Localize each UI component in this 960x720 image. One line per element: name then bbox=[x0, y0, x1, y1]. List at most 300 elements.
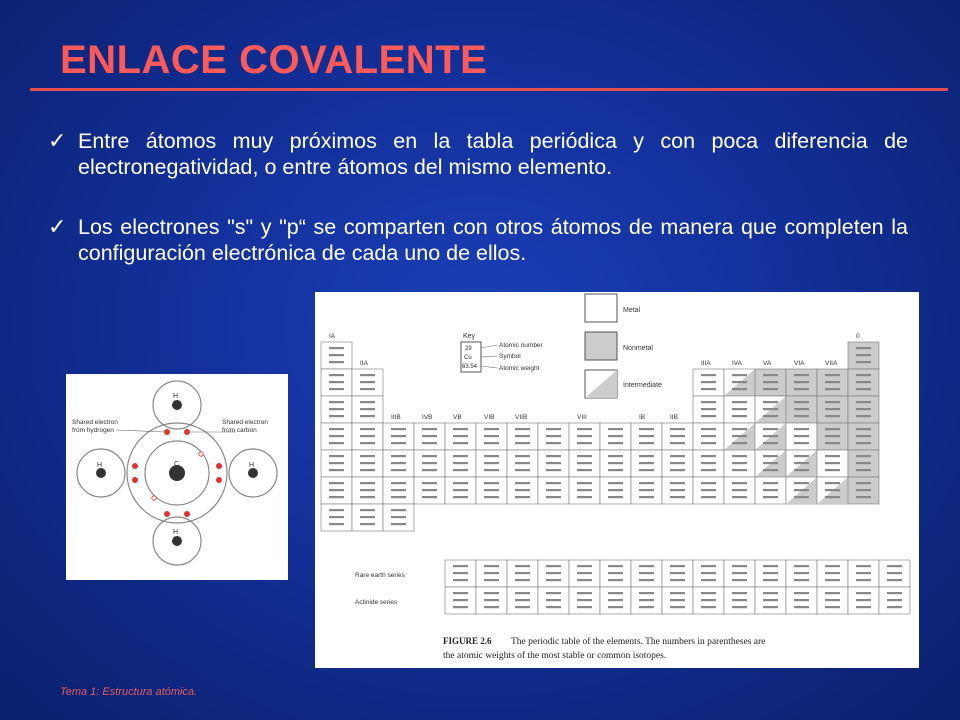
periodic-cell-text bbox=[608, 435, 623, 437]
periodic-cell-text bbox=[391, 442, 406, 444]
series-cell-text bbox=[887, 579, 902, 581]
svg-text:from hydrogen: from hydrogen bbox=[72, 427, 114, 434]
periodic-cell-text bbox=[825, 489, 840, 491]
series-cell-text bbox=[484, 599, 499, 601]
series-cell-text bbox=[546, 565, 561, 567]
series-cell-text bbox=[453, 606, 468, 608]
periodic-cell-text bbox=[794, 442, 809, 444]
periodic-cell-text bbox=[329, 347, 344, 349]
series-cell-text bbox=[763, 565, 778, 567]
periodic-cell-text bbox=[856, 462, 871, 464]
periodic-cell-text bbox=[546, 442, 561, 444]
series-cell-text bbox=[577, 565, 592, 567]
periodic-cell-text bbox=[701, 435, 716, 437]
periodic-cell-text bbox=[825, 408, 840, 410]
series-cell-text bbox=[515, 599, 530, 601]
periodic-cell-text bbox=[825, 435, 840, 437]
periodic-cell-text bbox=[577, 489, 592, 491]
periodic-cell-text bbox=[484, 496, 499, 498]
periodic-cell-text bbox=[763, 381, 778, 383]
series-cell-text bbox=[856, 592, 871, 594]
periodic-cell-text bbox=[577, 428, 592, 430]
periodic-cell-text bbox=[639, 469, 654, 471]
group-label: IIIB bbox=[391, 414, 401, 421]
periodic-cell-text bbox=[856, 489, 871, 491]
periodic-cell-text bbox=[360, 401, 375, 403]
periodic-cell-text bbox=[422, 496, 437, 498]
actinide-series-label: Actinide series bbox=[355, 599, 398, 606]
group-label: VIIA bbox=[825, 360, 838, 367]
periodic-cell-text bbox=[546, 482, 561, 484]
periodic-cell-text bbox=[639, 462, 654, 464]
periodic-cell-text bbox=[577, 462, 592, 464]
periodic-cell-text bbox=[329, 361, 344, 363]
series-cell-text bbox=[577, 572, 592, 574]
series-cell-text bbox=[701, 606, 716, 608]
svg-text:Shared electron: Shared electron bbox=[222, 419, 268, 426]
rare-earth-series-label: Rare earth series bbox=[355, 572, 405, 579]
series-cell-text bbox=[825, 599, 840, 601]
series-cell-text bbox=[825, 565, 840, 567]
periodic-cell-text bbox=[608, 462, 623, 464]
series-cell-text bbox=[670, 592, 685, 594]
periodic-cell-text bbox=[825, 428, 840, 430]
periodic-cell-text bbox=[515, 496, 530, 498]
series-cell-text bbox=[732, 572, 747, 574]
periodic-cell-text bbox=[732, 496, 747, 498]
svg-text:Cu: Cu bbox=[464, 355, 472, 361]
group-label: IIA bbox=[360, 360, 368, 367]
periodic-cell-text bbox=[484, 455, 499, 457]
periodic-cell-text bbox=[763, 408, 778, 410]
periodic-cell-text bbox=[422, 482, 437, 484]
periodic-cell-text bbox=[391, 516, 406, 518]
periodic-cell-text bbox=[825, 442, 840, 444]
series-cell-text bbox=[763, 592, 778, 594]
periodic-cell-text bbox=[453, 455, 468, 457]
periodic-cell-text bbox=[391, 428, 406, 430]
series-cell-text bbox=[887, 606, 902, 608]
periodic-cell-text bbox=[453, 442, 468, 444]
series-cell-text bbox=[763, 606, 778, 608]
periodic-cell-text bbox=[329, 496, 344, 498]
series-cell-text bbox=[856, 572, 871, 574]
group-label: IIIA bbox=[701, 360, 711, 367]
series-cell-text bbox=[701, 599, 716, 601]
periodic-cell-text bbox=[329, 408, 344, 410]
periodic-cell-text bbox=[763, 482, 778, 484]
svg-text:Atomic number: Atomic number bbox=[499, 342, 543, 349]
periodic-cell-text bbox=[391, 496, 406, 498]
series-cell-text bbox=[732, 592, 747, 594]
periodic-cell-text bbox=[794, 489, 809, 491]
periodic-cell-text bbox=[639, 496, 654, 498]
series-cell-text bbox=[701, 572, 716, 574]
periodic-cell-text bbox=[732, 462, 747, 464]
group-label: VA bbox=[763, 360, 772, 367]
series-cell-text bbox=[608, 565, 623, 567]
periodic-cell-text bbox=[763, 388, 778, 390]
periodic-cell-text bbox=[453, 435, 468, 437]
group-label: IVB bbox=[422, 414, 433, 421]
periodic-cell-text bbox=[360, 462, 375, 464]
periodic-cell-text bbox=[856, 442, 871, 444]
series-cell-text bbox=[639, 565, 654, 567]
periodic-cell-text bbox=[670, 435, 685, 437]
periodic-cell-text bbox=[732, 442, 747, 444]
periodic-cell-text bbox=[546, 489, 561, 491]
series-cell-text bbox=[794, 599, 809, 601]
periodic-cell-text bbox=[639, 455, 654, 457]
periodic-cell-text bbox=[329, 381, 344, 383]
periodic-cell-text bbox=[856, 354, 871, 356]
periodic-cell-text bbox=[391, 469, 406, 471]
series-cell-text bbox=[484, 592, 499, 594]
periodic-cell-text bbox=[608, 455, 623, 457]
periodic-cell-text bbox=[639, 489, 654, 491]
periodic-cell-text bbox=[763, 462, 778, 464]
periodic-cell-text bbox=[701, 408, 716, 410]
series-cell-text bbox=[608, 606, 623, 608]
periodic-cell-text bbox=[825, 469, 840, 471]
periodic-cell-text bbox=[701, 469, 716, 471]
periodic-cell-text bbox=[732, 388, 747, 390]
series-cell-text bbox=[453, 579, 468, 581]
periodic-cell-text bbox=[453, 482, 468, 484]
series-cell-text bbox=[701, 565, 716, 567]
series-cell-text bbox=[639, 606, 654, 608]
periodic-cell-text bbox=[794, 388, 809, 390]
periodic-cell-text bbox=[701, 442, 716, 444]
periodic-cell-text bbox=[732, 401, 747, 403]
periodic-table-figure bbox=[315, 292, 919, 668]
periodic-cell-text bbox=[329, 415, 344, 417]
periodic-cell-text bbox=[546, 462, 561, 464]
periodic-cell-text bbox=[329, 489, 344, 491]
series-cell-text bbox=[639, 599, 654, 601]
periodic-cell-text bbox=[391, 482, 406, 484]
series-cell-text bbox=[732, 579, 747, 581]
periodic-cell-text bbox=[701, 489, 716, 491]
series-cell-text bbox=[701, 579, 716, 581]
periodic-cell-text bbox=[825, 496, 840, 498]
periodic-cell-text bbox=[701, 496, 716, 498]
periodic-cell-text bbox=[515, 455, 530, 457]
series-cell-text bbox=[856, 565, 871, 567]
periodic-cell-text bbox=[639, 428, 654, 430]
periodic-cell-text bbox=[794, 462, 809, 464]
periodic-cell-text bbox=[794, 482, 809, 484]
periodic-cell-text bbox=[360, 455, 375, 457]
periodic-cell-text bbox=[360, 489, 375, 491]
periodic-cell-text bbox=[484, 462, 499, 464]
periodic-cell-text bbox=[763, 469, 778, 471]
bullet-text: Los electrones "s" y "p“ se comparten con otros átomos de manera que completen la configuración electrónica de cada uno de ellos. bbox=[78, 215, 908, 265]
series-cell-text bbox=[763, 599, 778, 601]
series-cell-text bbox=[577, 579, 592, 581]
periodic-cell-text bbox=[856, 435, 871, 437]
series-cell-text bbox=[670, 572, 685, 574]
periodic-cell-text bbox=[856, 347, 871, 349]
periodic-cell-text bbox=[794, 381, 809, 383]
periodic-cell-text bbox=[360, 496, 375, 498]
periodic-cell-text bbox=[329, 428, 344, 430]
periodic-cell-text bbox=[360, 408, 375, 410]
periodic-cell-text bbox=[732, 482, 747, 484]
periodic-cell-text bbox=[360, 374, 375, 376]
periodic-cell-text bbox=[329, 354, 344, 356]
group-label: VIB bbox=[484, 414, 495, 421]
periodic-cell-text bbox=[515, 442, 530, 444]
series-cell-text bbox=[484, 579, 499, 581]
periodic-cell-text bbox=[763, 435, 778, 437]
periodic-cell-text bbox=[453, 462, 468, 464]
periodic-cell-text bbox=[732, 469, 747, 471]
periodic-cell-text bbox=[484, 442, 499, 444]
periodic-cell-text bbox=[732, 374, 747, 376]
series-cell-text bbox=[608, 592, 623, 594]
periodic-cell-text bbox=[422, 428, 437, 430]
periodic-cell-text bbox=[422, 462, 437, 464]
periodic-cell-text bbox=[453, 489, 468, 491]
periodic-cell-text bbox=[577, 496, 592, 498]
periodic-cell-text bbox=[577, 435, 592, 437]
series-cell-text bbox=[794, 606, 809, 608]
series-cell-text bbox=[887, 572, 902, 574]
svg-text:63.54: 63.54 bbox=[462, 364, 478, 370]
periodic-cell-text bbox=[732, 435, 747, 437]
series-cell-text bbox=[794, 579, 809, 581]
svg-text:H: H bbox=[249, 462, 255, 469]
bullet-text: Entre átomos muy próximos en la tabla periódica y con poca diferencia de electronegatividad, o entre átomos del mismo elemento. bbox=[78, 129, 908, 179]
periodic-cell-text bbox=[794, 435, 809, 437]
periodic-cell-text bbox=[763, 415, 778, 417]
periodic-cell-text bbox=[670, 482, 685, 484]
series-cell-text bbox=[887, 599, 902, 601]
periodic-cell-text bbox=[856, 381, 871, 383]
periodic-cell-text bbox=[360, 509, 375, 511]
periodic-cell-text bbox=[856, 428, 871, 430]
periodic-cell-text bbox=[484, 469, 499, 471]
series-cell-text bbox=[453, 565, 468, 567]
periodic-cell-text bbox=[856, 482, 871, 484]
group-label: IB bbox=[639, 414, 646, 421]
periodic-cell-text bbox=[732, 415, 747, 417]
series-cell-text bbox=[515, 606, 530, 608]
series-cell-text bbox=[484, 565, 499, 567]
series-cell-text bbox=[453, 572, 468, 574]
series-cell-text bbox=[856, 606, 871, 608]
svg-text:H: H bbox=[173, 529, 179, 536]
group-label: VIIB bbox=[515, 414, 528, 421]
periodic-cell-text bbox=[608, 428, 623, 430]
periodic-cell-text bbox=[546, 435, 561, 437]
series-cell-text bbox=[794, 572, 809, 574]
periodic-cell-text bbox=[794, 455, 809, 457]
series-cell-text bbox=[825, 572, 840, 574]
periodic-cell-text bbox=[639, 442, 654, 444]
series-cell-text bbox=[639, 592, 654, 594]
series-cell-text bbox=[453, 592, 468, 594]
periodic-cell-text bbox=[732, 428, 747, 430]
periodic-cell-text bbox=[422, 455, 437, 457]
series-cell-text bbox=[546, 572, 561, 574]
series-cell-text bbox=[732, 606, 747, 608]
periodic-cell-text bbox=[577, 442, 592, 444]
periodic-cell-text bbox=[577, 482, 592, 484]
svg-text:29: 29 bbox=[465, 346, 472, 352]
periodic-cell-text bbox=[701, 401, 716, 403]
series-cell-text bbox=[608, 579, 623, 581]
series-cell-text bbox=[453, 599, 468, 601]
series-cell-text bbox=[577, 592, 592, 594]
periodic-cell-text bbox=[856, 401, 871, 403]
svg-text:the atomic weights of the most: the atomic weights of the most stable or common isotopes. bbox=[443, 651, 667, 661]
periodic-cell-text bbox=[360, 415, 375, 417]
series-cell-text bbox=[515, 565, 530, 567]
periodic-cell-text bbox=[763, 401, 778, 403]
periodic-cell-text bbox=[577, 455, 592, 457]
periodic-cell-text bbox=[608, 496, 623, 498]
group-label: IIB bbox=[670, 414, 678, 421]
periodic-cell-text bbox=[825, 462, 840, 464]
periodic-cell-text bbox=[329, 435, 344, 437]
series-cell-text bbox=[794, 565, 809, 567]
periodic-cell-text bbox=[391, 509, 406, 511]
periodic-cell-text bbox=[825, 401, 840, 403]
periodic-cell-text bbox=[763, 442, 778, 444]
periodic-cell-text bbox=[484, 489, 499, 491]
series-cell-text bbox=[515, 572, 530, 574]
series-cell-text bbox=[515, 592, 530, 594]
periodic-cell-text bbox=[856, 408, 871, 410]
periodic-cell-text bbox=[360, 381, 375, 383]
periodic-cell-text bbox=[701, 388, 716, 390]
periodic-cell-text bbox=[825, 455, 840, 457]
periodic-cell-text bbox=[360, 442, 375, 444]
svg-text:H: H bbox=[97, 462, 103, 469]
title-underline bbox=[30, 88, 948, 91]
periodic-cell-text bbox=[732, 381, 747, 383]
series-cell-text bbox=[670, 565, 685, 567]
legend-intermediate: Intermediate bbox=[623, 382, 662, 389]
periodic-cell-text bbox=[391, 462, 406, 464]
periodic-cell-text bbox=[794, 374, 809, 376]
periodic-cell-text bbox=[794, 415, 809, 417]
periodic-cell-text bbox=[515, 469, 530, 471]
series-cell-text bbox=[825, 592, 840, 594]
periodic-cell-text bbox=[360, 435, 375, 437]
series-cell-text bbox=[763, 572, 778, 574]
series-cell-text bbox=[546, 592, 561, 594]
periodic-cell-text bbox=[670, 462, 685, 464]
periodic-cell-text bbox=[670, 442, 685, 444]
periodic-cell-text bbox=[329, 442, 344, 444]
periodic-cell-text bbox=[732, 455, 747, 457]
svg-text:Atomic weight: Atomic weight bbox=[499, 365, 540, 372]
periodic-cell-text bbox=[546, 469, 561, 471]
periodic-cell-text bbox=[856, 469, 871, 471]
periodic-cell-text bbox=[329, 523, 344, 525]
periodic-cell-text bbox=[763, 496, 778, 498]
series-cell-text bbox=[546, 599, 561, 601]
periodic-cell-text bbox=[763, 428, 778, 430]
group-label: VIII bbox=[577, 414, 587, 421]
periodic-cell-text bbox=[825, 415, 840, 417]
periodic-cell-text bbox=[763, 489, 778, 491]
group-label: VB bbox=[453, 414, 462, 421]
periodic-cell-text bbox=[391, 435, 406, 437]
periodic-cell-text bbox=[670, 496, 685, 498]
periodic-cell-text bbox=[329, 469, 344, 471]
series-cell-text bbox=[608, 572, 623, 574]
periodic-cell-text bbox=[670, 455, 685, 457]
svg-text:Symbol: Symbol bbox=[499, 353, 521, 360]
series-cell-text bbox=[484, 606, 499, 608]
periodic-cell-text bbox=[701, 428, 716, 430]
periodic-cell-text bbox=[515, 482, 530, 484]
periodic-cell-text bbox=[422, 469, 437, 471]
series-cell-text bbox=[732, 599, 747, 601]
group-label: IA bbox=[329, 333, 336, 340]
periodic-cell-text bbox=[763, 455, 778, 457]
periodic-cell-text bbox=[453, 469, 468, 471]
series-cell-text bbox=[608, 599, 623, 601]
series-cell-text bbox=[484, 572, 499, 574]
periodic-cell-text bbox=[360, 523, 375, 525]
periodic-cell-text bbox=[329, 401, 344, 403]
svg-text:C: C bbox=[174, 461, 180, 468]
series-cell-text bbox=[670, 579, 685, 581]
periodic-cell-text bbox=[670, 469, 685, 471]
periodic-cell-text bbox=[825, 374, 840, 376]
legend-metal: Metal bbox=[623, 307, 641, 314]
periodic-cell-text bbox=[391, 523, 406, 525]
series-cell-text bbox=[670, 606, 685, 608]
series-cell-text bbox=[763, 579, 778, 581]
periodic-cell-text bbox=[360, 388, 375, 390]
periodic-cell-text bbox=[608, 442, 623, 444]
periodic-cell-text bbox=[670, 428, 685, 430]
periodic-cell-text bbox=[577, 469, 592, 471]
periodic-cell-text bbox=[701, 482, 716, 484]
periodic-cell-text bbox=[794, 469, 809, 471]
svg-text:H: H bbox=[173, 393, 179, 400]
periodic-cell-text bbox=[453, 496, 468, 498]
periodic-cell-text bbox=[825, 381, 840, 383]
periodic-cell-text bbox=[515, 462, 530, 464]
periodic-cell-text bbox=[670, 489, 685, 491]
series-cell-text bbox=[825, 579, 840, 581]
periodic-cell-text bbox=[484, 428, 499, 430]
periodic-cell-text bbox=[825, 482, 840, 484]
series-cell-text bbox=[639, 572, 654, 574]
periodic-cell-text bbox=[453, 428, 468, 430]
series-cell-text bbox=[546, 579, 561, 581]
periodic-cell-text bbox=[360, 428, 375, 430]
series-cell-text bbox=[887, 592, 902, 594]
series-cell-text bbox=[794, 592, 809, 594]
periodic-cell-text bbox=[701, 455, 716, 457]
series-cell-text bbox=[732, 565, 747, 567]
periodic-cell-text bbox=[484, 435, 499, 437]
periodic-cell-text bbox=[639, 435, 654, 437]
series-cell-text bbox=[577, 606, 592, 608]
periodic-cell-text bbox=[546, 496, 561, 498]
periodic-cell-text bbox=[329, 388, 344, 390]
periodic-cell-text bbox=[515, 428, 530, 430]
periodic-cell-text bbox=[825, 388, 840, 390]
